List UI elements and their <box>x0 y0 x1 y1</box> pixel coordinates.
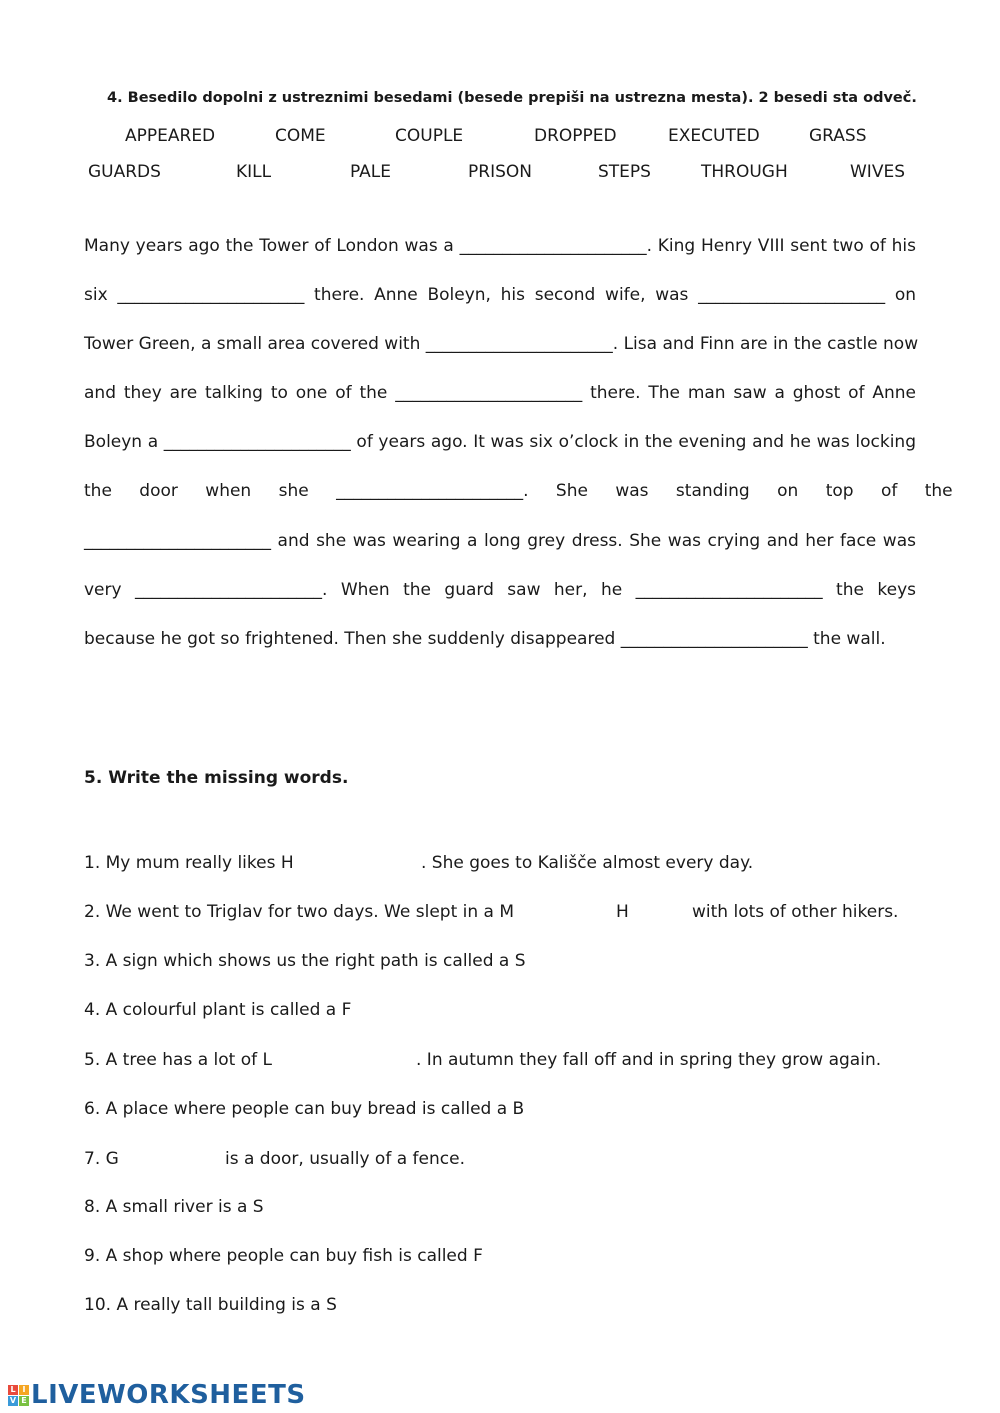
word-bank-item: EXECUTED <box>668 126 760 146</box>
logo-mark-icon <box>8 1385 29 1406</box>
question-7-rest: is a door, usually of a fence. <box>225 1149 465 1169</box>
paragraph-line: and they are talking to one of the ______________________ there. The man saw a ghost of Anne <box>84 383 916 403</box>
word-bank-item: PALE <box>350 162 392 182</box>
question-7: 7. G <box>84 1149 119 1169</box>
logo-letter: E <box>19 1396 29 1406</box>
paragraph-line: ______________________ and she was wearing a long grey dress. She was crying and her face was <box>84 531 916 551</box>
exercise-4-title: 4. Besedilo dopolni z ustreznimi besedami (besede prepiši na ustrezna mesta). 2 besedi sta odveč. <box>107 90 917 106</box>
word-bank-item: COME <box>275 126 326 146</box>
logo-text: LIVEWORKSHEETS <box>31 1380 306 1410</box>
exercise-5-title: 5. Write the missing words. <box>84 768 349 788</box>
word-bank-item: APPEARED <box>125 126 216 146</box>
question-2-hint: H <box>616 902 629 922</box>
word-bank-item: GUARDS <box>88 162 161 182</box>
paragraph-line: Many years ago the Tower of London was a ______________________. King Henry VIII sent two of his <box>84 236 916 256</box>
word-bank-item: WIVES <box>850 162 905 182</box>
question-2: 2. We went to Triglav for two days. We slept in a M <box>84 902 515 922</box>
paragraph-line: Tower Green, a small area covered with ______________________. Lisa and Finn are in the castle now <box>84 334 919 354</box>
question-2-rest: with lots of other hikers. <box>692 902 899 922</box>
question-text: 1. My mum really likes H <box>84 853 294 873</box>
question-4: 4. A colourful plant is called a F <box>84 1000 352 1020</box>
paragraph-line: because he got so frightened. Then she suddenly disappeared ______________________ the wall. <box>84 629 886 649</box>
question-8: 8. A small river is a S <box>84 1197 264 1217</box>
word-bank-item: KILL <box>236 162 272 182</box>
paragraph-line: Boleyn a ______________________ of years ago. It was six o’clock in the evening and he was locking <box>84 432 916 452</box>
word-bank-item: GRASS <box>809 126 867 146</box>
word-bank-item: THROUGH <box>701 162 788 182</box>
paragraph-line: six ______________________ there. Anne Boleyn, his second wife, was ______________________ on <box>84 285 916 305</box>
paragraph-line: the door when she ______________________. She was standing on top of the <box>84 481 953 501</box>
word-bank-item: STEPS <box>598 162 651 182</box>
logo-letter: V <box>9 1395 17 1405</box>
question-9: 9. A shop where people can buy fish is called F <box>84 1246 483 1266</box>
question-6: 6. A place where people can buy bread is called a B <box>84 1099 525 1119</box>
question-10: 10. A really tall building is a S <box>84 1295 337 1315</box>
question-5: 5. A tree has a lot of L <box>84 1050 272 1070</box>
logo-letter: L <box>8 1385 18 1395</box>
logo-letter: I <box>19 1385 29 1395</box>
question-5-rest: . In autumn they fall off and in spring they grow again. <box>416 1050 882 1070</box>
word-bank-item: DROPPED <box>534 126 617 146</box>
question-1-rest: . She goes to Kališče almost every day. <box>421 853 754 873</box>
liveworksheets-logo[interactable] <box>8 1380 306 1410</box>
paragraph-line: very ______________________. When the guard saw her, he ______________________ the keys <box>84 580 916 600</box>
question-3: 3. A sign which shows us the right path is called a S <box>84 951 526 971</box>
word-bank-item: COUPLE <box>395 126 464 146</box>
question-1 <box>84 853 294 873</box>
word-bank-item: PRISON <box>468 162 532 182</box>
